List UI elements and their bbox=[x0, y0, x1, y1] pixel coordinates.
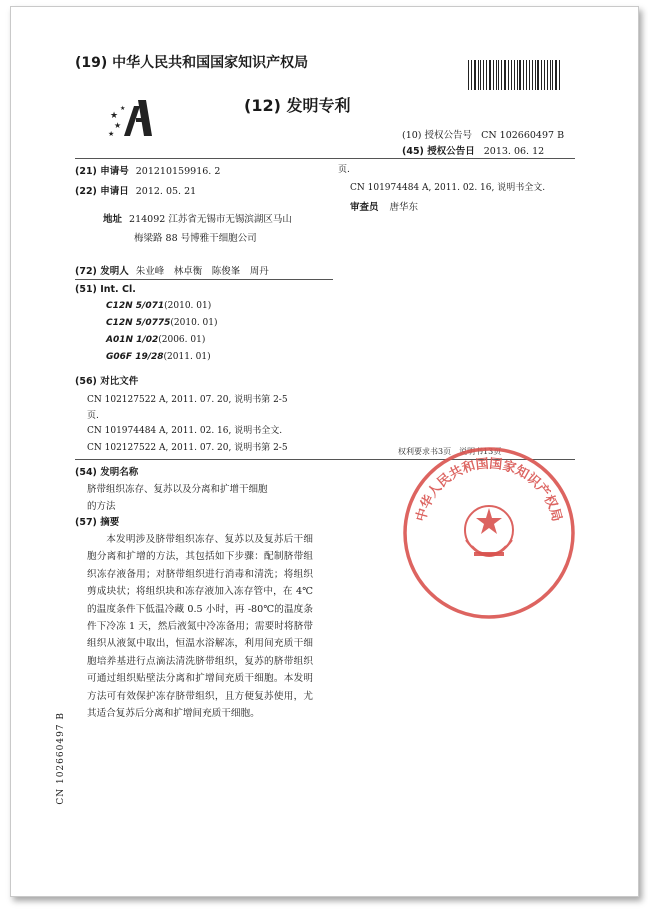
invention-title-line-1: 脐带组织冻存、复苏以及分离和扩增干细胞 bbox=[87, 484, 268, 495]
svg-text:★: ★ bbox=[108, 130, 115, 138]
barcode-bar bbox=[501, 60, 502, 90]
citation-right-line: 页. bbox=[338, 165, 350, 175]
ipc-item: C12N 5/071(2010. 01) bbox=[106, 301, 212, 311]
barcode-bar bbox=[523, 60, 524, 90]
app-number-label: (21) 申请号 bbox=[75, 166, 129, 177]
document-type: (12) 发明专利 bbox=[244, 96, 351, 115]
barcode-bar bbox=[519, 60, 521, 90]
app-date: 2012. 05. 21 bbox=[135, 186, 197, 197]
pub-number-row bbox=[402, 127, 564, 141]
ipc-item: A01N 1/02(2006. 01) bbox=[106, 335, 206, 345]
barcode-bar bbox=[480, 60, 481, 90]
inventors-label: (72) 发明人 bbox=[75, 266, 129, 277]
barcode-bar bbox=[468, 60, 469, 90]
barcode-bar bbox=[555, 60, 557, 90]
app-number-row bbox=[75, 163, 220, 177]
barcode-bar bbox=[511, 60, 512, 90]
barcode-bar bbox=[547, 60, 548, 90]
barcode-bar bbox=[478, 60, 479, 90]
side-pub-number: CN 102660497 B bbox=[56, 712, 66, 805]
seal-text: 中华人民共和国国家知识产权局 bbox=[413, 456, 565, 524]
pub-date-row bbox=[402, 143, 544, 157]
ipc-label: (51) Int. Cl. bbox=[75, 284, 136, 295]
barcode-bar bbox=[486, 60, 487, 90]
ipc-item: C12N 5/0775(2010. 01) bbox=[106, 318, 218, 328]
svg-text:★: ★ bbox=[120, 105, 126, 112]
citation-line: 页. bbox=[87, 411, 99, 421]
pub-date-label: (45) 授权公告日 bbox=[402, 146, 475, 157]
address-label: 地址 bbox=[103, 214, 123, 225]
svg-text:★: ★ bbox=[114, 121, 122, 130]
examiner-name: 唐华东 bbox=[389, 202, 419, 213]
barcode-bar bbox=[514, 60, 515, 90]
sipo-logo bbox=[108, 96, 168, 140]
inventors-row bbox=[75, 263, 269, 277]
barcode-bar bbox=[504, 60, 506, 90]
ipc-item: G06F 19/28(2011. 01) bbox=[106, 352, 211, 362]
barcode-bar bbox=[526, 60, 527, 90]
office-name: (19) 中华人民共和国国家知识产权局 bbox=[75, 55, 309, 71]
app-date-row bbox=[75, 183, 196, 197]
barcode-bar bbox=[471, 60, 472, 90]
citation-line: CN 101974484 A, 2011. 02. 16, 说明书全文. bbox=[87, 426, 283, 436]
inventor-names: 朱业峰 林卓衡 陈俊峯 周丹 bbox=[135, 266, 269, 277]
address-line-1: 地址 214092 江苏省无锡市无锡滨湖区马山 bbox=[103, 214, 292, 225]
pub-number: CN 102660497 B bbox=[481, 130, 565, 141]
svg-text:★: ★ bbox=[110, 111, 119, 121]
header-divider bbox=[75, 158, 575, 159]
barcode-bar bbox=[532, 60, 533, 90]
barcode-bar bbox=[489, 60, 491, 90]
title-label: (54) 发明名称 bbox=[75, 467, 139, 478]
barcode-bar bbox=[474, 60, 476, 90]
barcode-bar bbox=[496, 60, 497, 90]
examiner-row bbox=[350, 199, 418, 213]
barcode-bar bbox=[493, 60, 494, 90]
barcode-bar bbox=[483, 60, 484, 90]
address-line-2: 梅梁路 88 号博雅干细胞公司 bbox=[134, 233, 257, 244]
barcode-bar bbox=[498, 60, 499, 90]
barcode-bar bbox=[552, 60, 553, 90]
pub-date: 2013. 06. 12 bbox=[483, 146, 545, 157]
barcode bbox=[468, 60, 562, 90]
barcode-bar bbox=[517, 60, 518, 90]
barcode-bar bbox=[529, 60, 530, 90]
citations-label: (56) 对比文件 bbox=[75, 376, 139, 387]
citation-right-line: CN 101974484 A, 2011. 02. 16, 说明书全文. bbox=[350, 183, 546, 193]
examiner-label: 审查员 bbox=[350, 202, 379, 213]
invention-title-line-2: 的方法 bbox=[87, 501, 116, 512]
abstract-text: 本发明涉及脐带组织冻存、复苏以及复苏后干细胞分离和扩增的方法，其包括如下步骤：配制脐带组织冻存液备用；对脐带组织进行消毒和清洗；将组织剪成块状；将组织块和冻存液加入冻存管中，在 4℃的温度条件下低温冷藏 0.5 小时，再 -80℃的温度条件下冷冻 1 天，然后液氮中冷冻备用；需要时将脐带组织从液氮中取出，恒温水浴解冻，利用间充质干细胞培养基进行点滴法清洗脐带组织，复苏的脐带组织可通过组织贴壁法分离和扩增间充质干细胞。本发明方法可有效保护冻存脐带组织，且方便复苏使用，尤其适合复苏后分离和扩增间充质干细胞。 bbox=[87, 534, 313, 720]
official-seal bbox=[402, 446, 576, 620]
barcode-bar bbox=[537, 60, 539, 90]
abstract-label: (57) 摘要 bbox=[75, 517, 120, 528]
page-count: 权利要求书3页 说明书13页 bbox=[398, 447, 502, 456]
barcode-bar bbox=[541, 60, 542, 90]
citation-line: CN 102127522 A, 2011. 07. 20, 说明书第 2-5 bbox=[87, 443, 288, 453]
citation-line: CN 102127522 A, 2011. 07. 20, 说明书第 2-5 bbox=[87, 395, 288, 405]
app-date-label: (22) 申请日 bbox=[75, 186, 129, 197]
app-number: 201210159916. 2 bbox=[135, 166, 221, 177]
barcode-bar bbox=[544, 60, 545, 90]
barcode-bar bbox=[550, 60, 551, 90]
barcode-bar bbox=[535, 60, 536, 90]
barcode-bar bbox=[508, 60, 509, 90]
pub-number-label: (10) 授权公告号 bbox=[402, 130, 473, 141]
biblio-divider bbox=[75, 279, 333, 280]
barcode-bar bbox=[559, 60, 560, 90]
